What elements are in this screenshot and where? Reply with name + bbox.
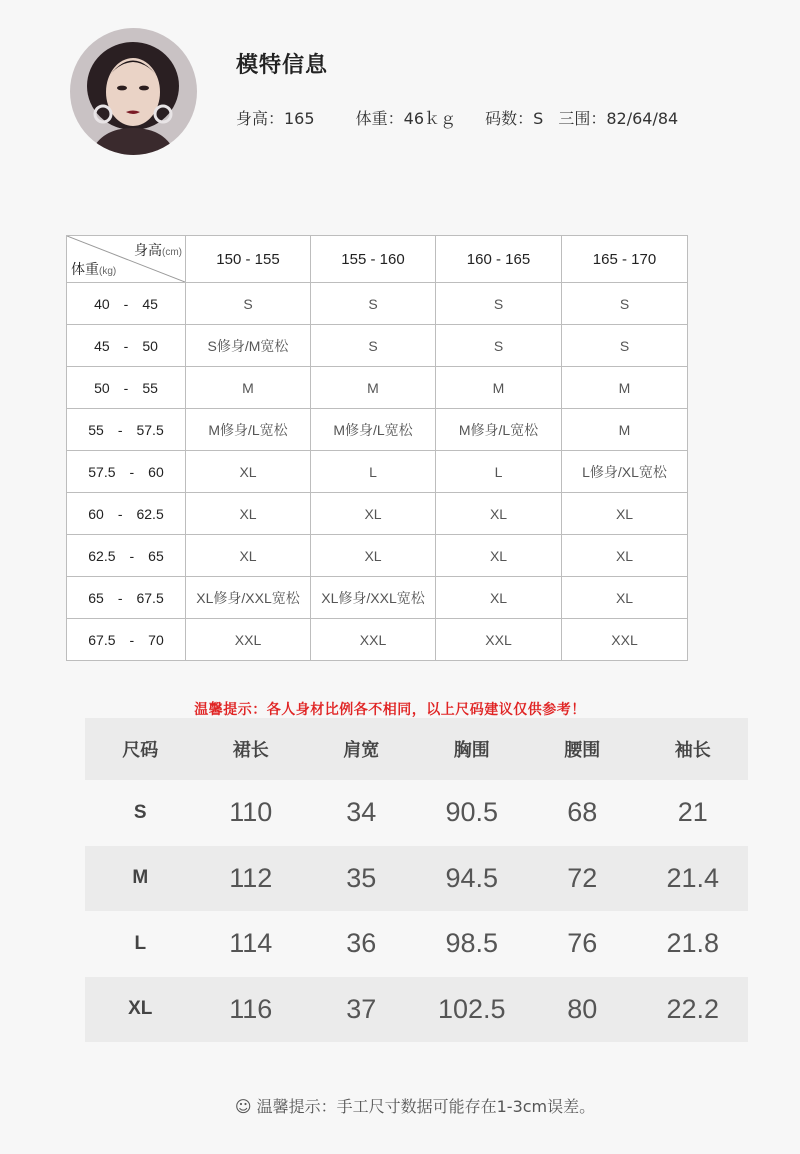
size-label-cell: S xyxy=(133,801,147,823)
recommended-size-cell: XL xyxy=(311,535,436,577)
size-row xyxy=(85,780,748,846)
weight-range-cell: 40 - 45 xyxy=(67,283,186,325)
recommended-size-cell: XL修身/XXL宽松 xyxy=(186,577,311,619)
recommended-size-cell: XL xyxy=(186,451,311,493)
fit-row xyxy=(67,325,688,367)
size-row xyxy=(85,977,748,1043)
weight-range-cell: 57.5 - 60 xyxy=(67,451,186,493)
fit-row xyxy=(67,577,688,619)
recommended-size-cell: XL修身/XXL宽松 xyxy=(311,577,436,619)
recommended-size-cell: L xyxy=(311,451,436,493)
size-value-cell: 110 xyxy=(229,797,273,828)
recommended-size-cell: XL xyxy=(186,493,311,535)
recommended-size-cell: XL xyxy=(436,577,562,619)
size-value-cell: 37 xyxy=(346,993,377,1024)
height-range-header: 150 - 155 xyxy=(186,236,311,283)
size-value-cell: 22.2 xyxy=(666,993,720,1024)
recommended-size-cell: M修身/L宽松 xyxy=(311,409,436,451)
model-avatar xyxy=(70,28,197,155)
size-value-cell: 116 xyxy=(229,993,273,1024)
size-value-cell: 94.5 xyxy=(445,862,499,893)
size-header-cell: 裙长 xyxy=(232,740,269,760)
recommended-size-cell: XL xyxy=(562,493,688,535)
recommended-size-cell: M xyxy=(436,367,562,409)
recommended-size-cell: S xyxy=(311,283,436,325)
fit-row xyxy=(67,451,688,493)
recommended-size-cell: XXL xyxy=(436,619,562,661)
model-measurements: 三围：82/64/84 xyxy=(558,109,679,128)
weight-range-cell: 60 - 62.5 xyxy=(67,493,186,535)
recommended-size-cell: XL xyxy=(311,493,436,535)
size-header-row xyxy=(85,718,748,780)
size-value-cell: 21.8 xyxy=(666,928,720,959)
recommended-size-cell: S xyxy=(311,325,436,367)
measurement-error-note: ☺ 温馨提示：手工尺寸数据可能存在1-3cm误差。 xyxy=(234,1097,596,1116)
size-value-cell: 102.5 xyxy=(437,993,506,1024)
fit-corner-cell xyxy=(67,236,186,283)
corner-height-label: 身高(cm) xyxy=(134,242,182,258)
recommended-size-cell: S xyxy=(562,325,688,367)
weight-range-cell: 62.5 - 65 xyxy=(67,535,186,577)
height-range-header: 155 - 160 xyxy=(311,236,436,283)
recommended-size-cell: M修身/L宽松 xyxy=(186,409,311,451)
size-header-cell: 尺码 xyxy=(122,740,159,760)
recommended-size-cell: S修身/M宽松 xyxy=(186,325,311,367)
model-height: 身高：165 xyxy=(236,109,315,128)
fit-row xyxy=(67,409,688,451)
size-value-cell: 112 xyxy=(229,862,273,893)
fit-row xyxy=(67,367,688,409)
fit-row xyxy=(67,619,688,661)
size-row xyxy=(85,911,748,977)
size-header-cell: 肩宽 xyxy=(343,740,380,760)
fit-header-row xyxy=(67,236,688,283)
size-value-cell: 90.5 xyxy=(445,797,499,828)
size-value-cell: 36 xyxy=(346,928,377,959)
height-range-header: 160 - 165 xyxy=(436,236,562,283)
size-header-cell: 腰围 xyxy=(564,740,601,760)
weight-range-cell: 67.5 - 70 xyxy=(67,619,186,661)
recommended-size-cell: M xyxy=(562,367,688,409)
weight-range-cell: 65 - 67.5 xyxy=(67,577,186,619)
weight-range-cell: 55 - 57.5 xyxy=(67,409,186,451)
recommended-size-cell: M xyxy=(311,367,436,409)
recommended-size-cell: XXL xyxy=(562,619,688,661)
size-value-cell: 80 xyxy=(567,993,598,1024)
recommended-size-cell: M xyxy=(562,409,688,451)
size-value-cell: 98.5 xyxy=(445,928,499,959)
recommended-size-cell: S xyxy=(436,283,562,325)
recommended-size-cell: S xyxy=(436,325,562,367)
fit-disclaimer: 温馨提示：各人身材比例各不相同，以上尺码建议仅供参考！ xyxy=(194,702,586,718)
recommended-size-cell: XL xyxy=(436,493,562,535)
fit-row xyxy=(67,283,688,325)
model-stats xyxy=(236,106,714,129)
recommended-size-cell: XXL xyxy=(311,619,436,661)
size-label-cell: XL xyxy=(128,998,153,1020)
recommended-size-cell: XXL xyxy=(186,619,311,661)
weight-range-cell: 45 - 50 xyxy=(67,325,186,367)
size-value-cell: 76 xyxy=(567,928,598,959)
size-header-cell: 袖长 xyxy=(674,740,711,760)
model-info-section xyxy=(0,0,800,200)
size-label-cell: M xyxy=(132,867,149,889)
height-range-header: 165 - 170 xyxy=(562,236,688,283)
model-size: 码数：S xyxy=(485,109,544,128)
size-measurement-table xyxy=(85,718,748,1042)
size-value-cell: 35 xyxy=(346,862,377,893)
model-info-title: 模特信息 xyxy=(236,53,329,78)
recommended-size-cell: XL xyxy=(562,535,688,577)
fit-row xyxy=(67,535,688,577)
fit-row xyxy=(67,493,688,535)
size-label-cell: L xyxy=(134,932,147,954)
recommended-size-cell: L修身/XL宽松 xyxy=(562,451,688,493)
size-value-cell: 21.4 xyxy=(666,862,720,893)
size-value-cell: 21 xyxy=(677,797,708,828)
size-value-cell: 72 xyxy=(567,862,598,893)
recommended-size-cell: M修身/L宽松 xyxy=(436,409,562,451)
weight-range-cell: 50 - 55 xyxy=(67,367,186,409)
corner-weight-label: 体重(kg) xyxy=(71,261,117,277)
recommended-size-cell: S xyxy=(186,283,311,325)
fit-recommendation-table xyxy=(66,235,688,661)
recommended-size-cell: L xyxy=(436,451,562,493)
size-row xyxy=(85,846,748,912)
recommended-size-cell: XL xyxy=(186,535,311,577)
size-value-cell: 114 xyxy=(229,928,273,959)
size-value-cell: 68 xyxy=(567,797,598,828)
model-weight: 体重：46ｋｇ xyxy=(355,109,457,128)
recommended-size-cell: XL xyxy=(562,577,688,619)
size-value-cell: 34 xyxy=(346,797,377,828)
size-header-cell: 胸围 xyxy=(453,740,490,760)
recommended-size-cell: M xyxy=(186,367,311,409)
recommended-size-cell: S xyxy=(562,283,688,325)
recommended-size-cell: XL xyxy=(436,535,562,577)
